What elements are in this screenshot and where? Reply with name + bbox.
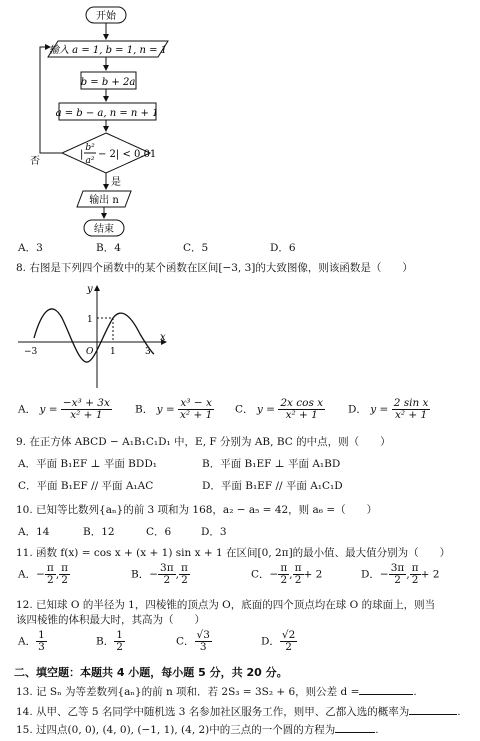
q12-b-prefix: B． bbox=[96, 635, 115, 648]
section-2-heading: 二、填空题：本题共 4 小题，每小题 5 分，共 20 分。 bbox=[14, 666, 288, 679]
flowchart bbox=[0, 0, 200, 245]
q12-d-den: 2 bbox=[285, 641, 292, 654]
q13-stem: 13. 记 Sₙ 为等差数列{aₙ}的前 n 项和．若 2S₃ = 3S₂ + 6，则公差 d = bbox=[16, 686, 360, 698]
output-label: 输出 n bbox=[89, 195, 119, 206]
q8-option-b-den: x² + 1 bbox=[179, 409, 213, 422]
q12-a-prefix: A． bbox=[18, 635, 37, 648]
q11-a-n1: π bbox=[46, 562, 54, 574]
q8-option-d-den: x² + 1 bbox=[394, 409, 428, 422]
q8-option-c-den: x² + 1 bbox=[285, 409, 318, 422]
q8-option-b-prefix: B． bbox=[135, 403, 154, 416]
q11-b-n2: π bbox=[180, 562, 188, 574]
condition-left: | bbox=[80, 149, 84, 160]
start-label: 开始 bbox=[96, 11, 116, 22]
q8-graph bbox=[14, 280, 174, 390]
q12-option-a bbox=[18, 630, 47, 653]
q12-option-c bbox=[176, 630, 212, 653]
q8-option-c-lhs: y = bbox=[256, 403, 275, 416]
q11-option-c: C．− $\frac{\pi}{2}$ , $\frac{\pi}{2}$ + 2 bbox=[251, 562, 323, 587]
q9-option-b: B．平面 B₁EF ⊥ 平面 A₁BD bbox=[202, 458, 341, 470]
q10-option-a: A．14 bbox=[18, 526, 50, 538]
end-label: 结束 bbox=[94, 224, 114, 235]
q9-text: 9. 在正方体 ABCD − A₁B₁C₁D₁ 中，E, F 分别为 AB, BC 的中点，则（ ） bbox=[16, 436, 391, 448]
q10-option-c: C．6 bbox=[146, 526, 172, 538]
q7-option-a: A．3 bbox=[18, 242, 43, 254]
q11-b-prefix: B． bbox=[131, 568, 150, 581]
q11-a-d2: 2 bbox=[61, 574, 68, 587]
q8-option-c-prefix: C． bbox=[235, 403, 254, 416]
q15-text: 15. 过四点(0, 0), (4, 0), (−1, 1), (4, 2)中的三点的一个圆的方程为 . bbox=[16, 724, 379, 736]
q15-answer-blank[interactable] bbox=[335, 722, 375, 733]
q11-c-n1: π bbox=[280, 562, 288, 574]
q11-c-n2: π bbox=[294, 562, 302, 574]
q11-a-prefix: A． bbox=[18, 568, 37, 581]
q8-option-d-prefix: D． bbox=[348, 403, 367, 416]
q11-c-d2: 2 bbox=[294, 574, 302, 587]
q8-option-a-prefix: A． bbox=[18, 403, 37, 416]
q11-d-tail: + 2 bbox=[420, 568, 440, 581]
q11-b-d2: 2 bbox=[181, 574, 188, 587]
tick-x-neg3: −3 bbox=[24, 347, 38, 357]
q8-option-a-lhs: y = bbox=[39, 403, 58, 416]
q7-option-b: B．4 bbox=[96, 242, 121, 254]
q8-option-c-num: 2x cos x bbox=[280, 397, 324, 409]
q11-d-prefix: D． bbox=[361, 568, 380, 581]
q11-a-n2: π bbox=[61, 562, 69, 574]
q12-b-num: 1 bbox=[116, 629, 123, 641]
q8-option-b-lhs: y = bbox=[156, 403, 175, 416]
q8-text: 8. 右图是下列四个函数中的某个函数在区间[−3, 3]的大致图像，则该函数是（ ） bbox=[16, 262, 413, 274]
q11-d-d2: 2 bbox=[411, 574, 419, 587]
q8-option-d-lhs: y = bbox=[370, 403, 389, 416]
q14-text: 14. 从甲、乙等 5 名同学中随机选 3 名参加社区服务工作，则甲、乙都入选的概率为 . bbox=[16, 706, 461, 718]
q14-stem: 14. 从甲、乙等 5 名同学中随机选 3 名参加社区服务工作，则甲、乙都入选的概率为 bbox=[16, 706, 410, 718]
q13-answer-blank[interactable] bbox=[359, 684, 413, 695]
q12-d-num: √2 bbox=[281, 629, 296, 641]
q8-option-a-num: −x³ + 3x bbox=[62, 397, 110, 409]
q8-option-a-den: x² + 1 bbox=[70, 409, 103, 422]
process-b-label: b = b + 2a bbox=[80, 77, 136, 88]
tick-y-1: 1 bbox=[87, 315, 93, 325]
q12-line2: 该四棱锥的体积最大时，其高为（ ） bbox=[16, 614, 205, 626]
q11-option-a: A．− $\frac{\pi}{2}$ , $\frac{\pi}{2}$ bbox=[18, 562, 69, 587]
q9-option-d: D．平面 B₁EF // 平面 A₁C₁D bbox=[202, 480, 343, 492]
no-label: 否 bbox=[30, 156, 40, 167]
q10-option-d: D．3 bbox=[201, 526, 227, 538]
q11-c-prefix: C． bbox=[251, 568, 270, 581]
q12-option-b bbox=[96, 630, 125, 653]
q11-d-d1: 2 bbox=[394, 574, 401, 587]
q8-option-d-num: 2 sin x bbox=[393, 397, 429, 409]
q11-c-tail: + 2 bbox=[303, 568, 323, 581]
q11-option-b: B．− $\frac{3\pi}{2}$ , $\frac{\pi}{2}$ bbox=[131, 562, 188, 587]
q12-b-den: 2 bbox=[116, 641, 123, 654]
q12-c-den: 3 bbox=[199, 641, 207, 654]
q11-d-n2: π bbox=[411, 562, 419, 574]
q11-c-d1: 2 bbox=[280, 574, 288, 587]
q13-text: 13. 记 Sₙ 为等差数列{aₙ}的前 n 项和．若 2S₃ = 3S₂ + 6，则公差 d = . bbox=[16, 686, 417, 698]
q10-option-b: B．12 bbox=[83, 526, 115, 538]
tick-x-1: 1 bbox=[110, 347, 116, 357]
condition-num: b² bbox=[85, 143, 95, 153]
q11-d-n1: 3π bbox=[390, 562, 405, 574]
q12-a-den: 3 bbox=[38, 641, 45, 654]
tick-x-3: 3 bbox=[145, 347, 151, 357]
origin-label: O bbox=[86, 347, 94, 357]
q12-a-num: 1 bbox=[38, 629, 45, 641]
q9-option-c: C．平面 B₁EF // 平面 A₁AC bbox=[18, 480, 154, 492]
function-curve bbox=[34, 309, 154, 362]
q15-stem: 15. 过四点(0, 0), (4, 0), (−1, 1), (4, 2)中的三点的一个圆的方程为 bbox=[16, 724, 336, 736]
q9-option-a: A．平面 B₁EF ⊥ 平面 BDD₁ bbox=[18, 458, 157, 470]
q11-a-d1: 2 bbox=[47, 574, 54, 587]
q12-d-prefix: D． bbox=[261, 635, 280, 648]
yes-label: 是 bbox=[111, 177, 121, 188]
q11-b-d1: 2 bbox=[163, 574, 171, 587]
q8-option-b-num: x³ − x bbox=[178, 398, 214, 410]
q11-b-n1: 3π bbox=[160, 562, 174, 574]
q12-option-d bbox=[261, 630, 297, 653]
q7-option-d: D．6 bbox=[270, 242, 296, 254]
y-axis-label: y bbox=[87, 284, 93, 295]
q11-option-d: D．− $\frac{3\pi}{2}$ , $\frac{\pi}{2}$ + 2 bbox=[361, 562, 440, 587]
x-axis-label: x bbox=[160, 332, 166, 343]
q8-option-b bbox=[135, 398, 214, 421]
condition-right: − 2| < 0.01 bbox=[98, 149, 157, 160]
q8-option-c bbox=[235, 398, 325, 421]
q12-c-num: √3 bbox=[196, 629, 210, 641]
input-label: 输入 a = 1, b = 1, n = 1 bbox=[49, 45, 167, 56]
q10-text: 10. 已知等比数列{aₙ}的前 3 项和为 168，a₂ − a₅ = 42，则 a₆ =（ ） bbox=[16, 504, 378, 516]
q11-text: 11. 函数 f(x) = cos x + (x + 1) sin x + 1 在区间[0, 2π]的最小值、最大值分别为（ ） bbox=[16, 547, 451, 559]
q12-c-prefix: C． bbox=[176, 635, 195, 648]
q7-option-c: C．5 bbox=[183, 242, 209, 254]
condition-den: a² bbox=[85, 156, 95, 166]
q8-option-d bbox=[348, 398, 430, 421]
q8-option-a bbox=[18, 398, 112, 421]
process-a-label: a = b − a, n = n + 1 bbox=[55, 108, 159, 119]
q14-answer-blank[interactable] bbox=[409, 704, 457, 715]
q12-line1: 12. 已知球 O 的半径为 1，四棱锥的顶点为 O，底面的四个顶点均在球 O 的球面上，则当 bbox=[16, 599, 436, 611]
